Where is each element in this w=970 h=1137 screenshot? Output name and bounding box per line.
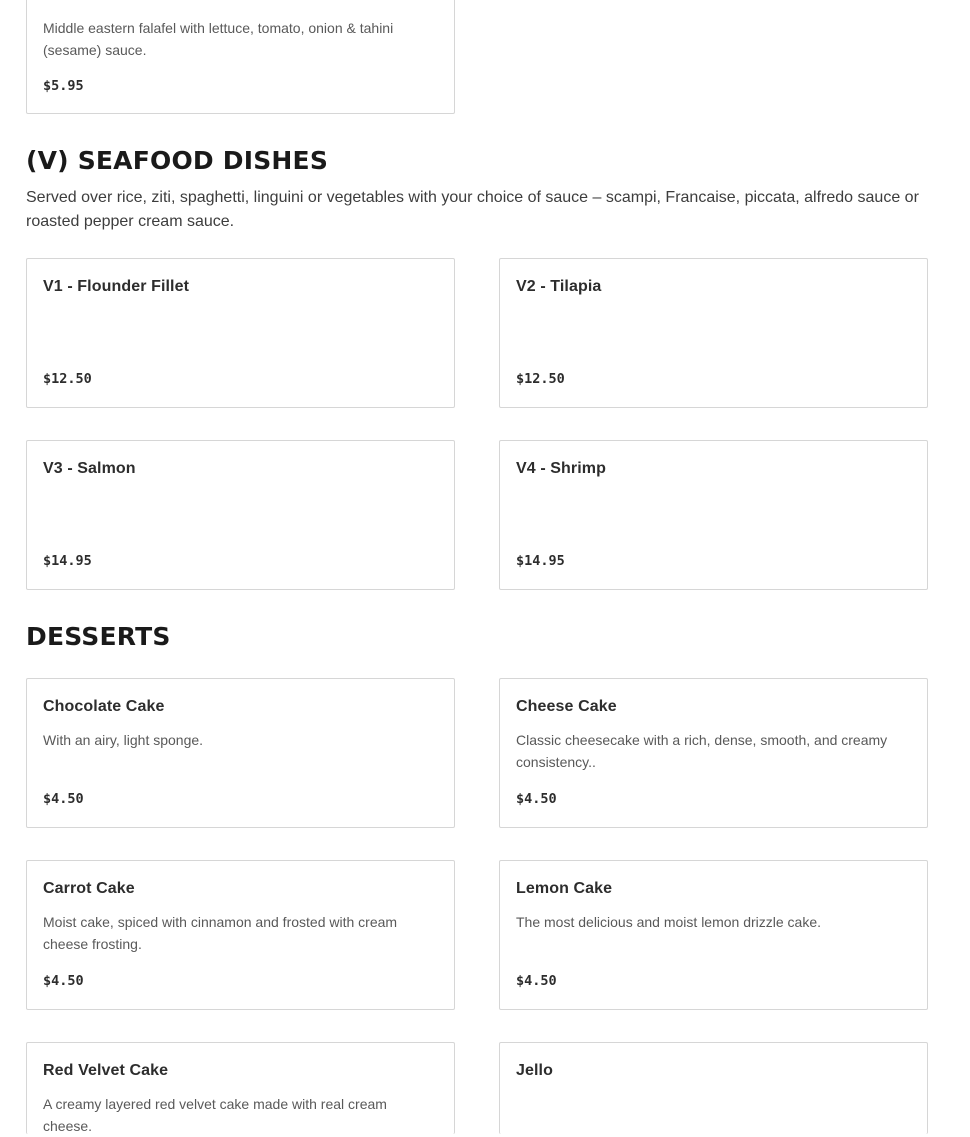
menu-item-price: $14.95 [516,553,565,569]
menu-item-price: $12.50 [516,371,565,387]
menu-item-card[interactable] [499,258,928,408]
menu-item-name: Chocolate Cake [43,698,165,715]
section-title-seafood: (V) SEAFOOD DISHES [26,146,329,175]
menu-item-price: $4.50 [43,791,84,807]
menu-item-card[interactable] [26,258,455,408]
menu-item-description: Middle eastern falafel with lettuce, tomato, onion & tahini (sesame) sauce. [43,20,394,58]
menu-item-price: $4.50 [43,973,84,989]
menu-item-name: Red Velvet Cake [43,1062,169,1079]
menu-item-card[interactable] [26,860,455,1010]
menu-item-price: $12.50 [43,371,92,387]
menu-item-name: V2 - Tilapia [516,278,602,295]
menu-item-description: The most delicious and moist lemon drizzle cake. [516,914,822,930]
section-description-seafood: Served over rice, ziti, spaghetti, linguini or vegetables with your choice of sauce – scampi, Francaise, piccata, alfredo sauce or roasted pepper cream sauce. [26,189,919,230]
menu-item-name: V3 - Salmon [43,460,136,477]
menu-item-name: Cheese Cake [516,698,617,715]
menu-item-card[interactable] [499,860,928,1010]
menu-item-card[interactable] [26,1042,455,1134]
menu-item-card[interactable] [26,0,455,114]
menu-item-description: A creamy layered red velvet cake made with real cream cheese. [43,1096,387,1134]
menu-item-name: Carrot Cake [43,880,135,897]
menu-item-card[interactable] [499,1042,928,1134]
menu-item-name: Jello [516,1062,553,1079]
menu-item-name: Lemon Cake [516,880,613,897]
menu-item-price: $5.95 [43,78,84,94]
section-title-desserts: DESSERTS [26,622,171,651]
menu-item-card[interactable] [26,678,455,828]
menu-item-description: With an airy, light sponge. [43,732,204,748]
menu-item-name: V1 - Flounder Fillet [43,278,190,295]
menu-item-description: Moist cake, spiced with cinnamon and frosted with cream cheese frosting. [43,914,398,952]
menu-item-card[interactable] [26,440,455,590]
menu-item-name [43,0,173,2]
menu-item-card[interactable] [499,440,928,590]
menu-item-price: $4.50 [516,973,557,989]
menu-item-price: $4.50 [516,791,557,807]
menu-item-description: Classic cheesecake with a rich, dense, smooth, and creamy consistency.. [516,732,888,770]
menu-item-price: $14.95 [43,553,92,569]
menu-item-card[interactable] [499,678,928,828]
menu-item-name: V4 - Shrimp [516,460,607,477]
